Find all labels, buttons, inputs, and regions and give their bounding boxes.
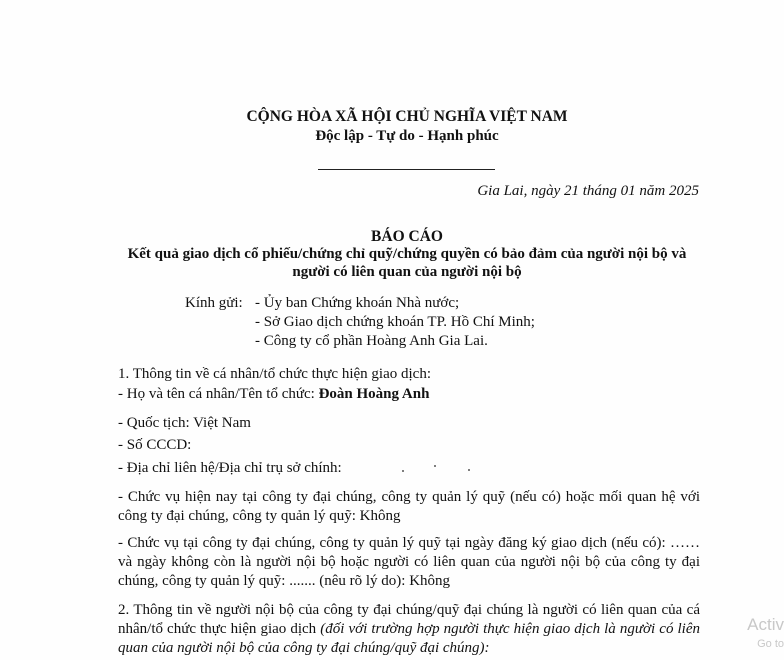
id-label: - Số CCCD: xyxy=(118,437,192,453)
position-at-registration-paragraph: - Chức vụ tại công ty đại chúng, công ty quản lý quỹ tại ngày đăng ký giao dịch (nếu có): …… và ngày không còn là người nội bộ hoặc người có liên quan của người nội bộ của công ty đại chúng, công ty quản lý quỹ: ....... (nêu rõ lý do): Không xyxy=(118,535,700,589)
header-divider xyxy=(318,169,495,170)
address-label: - Địa chỉ liên hệ/Địa chỉ trụ sở chính: xyxy=(118,460,342,476)
activation-watermark-hint: Go to xyxy=(757,638,784,650)
nationality: - Quốc tịch: Việt Nam xyxy=(118,415,251,431)
scan-speck xyxy=(468,469,470,471)
section2-paragraph xyxy=(118,601,700,658)
name-row xyxy=(118,385,429,403)
section2-heading: 2. Thông tin về người nội bộ của công ty đại chúng/quỹ đại chúng là người có liên quan của cá nhân/tổ chức thực hiện giao dịch xyxy=(118,602,700,637)
nation-heading: CỘNG HÒA XÃ HỘI CHỦ NGHĨA VIỆT NAM xyxy=(246,108,568,125)
recipient-item: - Công ty cổ phần Hoàng Anh Gia Lai. xyxy=(255,333,488,349)
report-subtitle-line2: người có liên quan của người nội bộ xyxy=(292,264,522,280)
report-subtitle-line1: Kết quả giao dịch cổ phiếu/chứng chỉ quỹ/chứng quyền có bảo đảm của người nội bộ và xyxy=(127,246,687,262)
report-title: BÁO CÁO xyxy=(371,228,443,245)
section1-heading: 1. Thông tin về cá nhân/tổ chức thực hiện giao dịch: xyxy=(118,366,431,382)
name-value: Đoàn Hoàng Anh xyxy=(318,386,430,402)
motto: Độc lập - Tự do - Hạnh phúc xyxy=(315,128,499,144)
recipient-item: - Sở Giao dịch chứng khoán TP. Hồ Chí Minh; xyxy=(255,314,535,330)
position-now-paragraph: - Chức vụ hiện nay tại công ty đại chúng, công ty quản lý quỹ (nếu có) hoặc mối quan hệ với công ty đại chúng, công ty quản lý quỹ: Không xyxy=(118,489,700,524)
activation-watermark-title: Activ xyxy=(747,615,784,634)
recipients-label: Kính gửi: xyxy=(185,295,243,311)
recipient-item: - Ủy ban Chứng khoán Nhà nước; xyxy=(255,295,460,311)
place-date: Gia Lai, ngày 21 tháng 01 năm 2025 xyxy=(477,183,699,199)
section2-heading-note: (đối với trường hợp người thực hiện giao dịch là người có liên quan của người nội bộ của công ty đại chúng/quỹ đại chúng): xyxy=(118,621,700,656)
scan-speck xyxy=(402,470,404,472)
name-label: - Họ và tên cá nhân/Tên tổ chức: xyxy=(118,386,319,402)
scan-speck xyxy=(434,465,436,467)
